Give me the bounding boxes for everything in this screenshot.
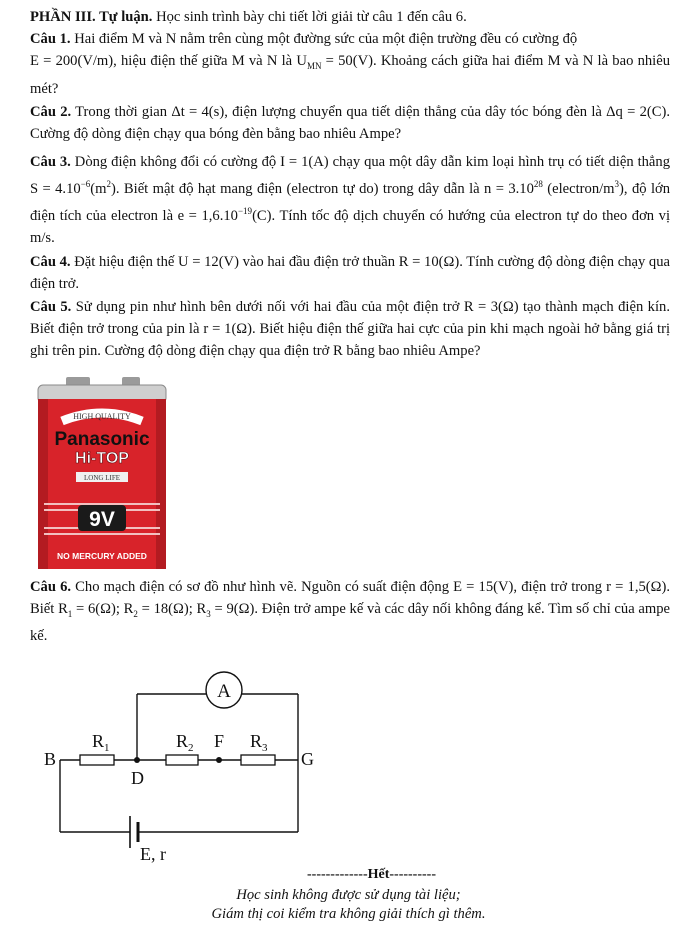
question-5-math-2: r = 1(Ω) [203,321,253,338]
question-3-text-1: Dòng điện không đổi có cường độ [70,154,281,171]
source-label: E, r [140,844,166,864]
resistor-r3 [241,755,275,765]
question-5-text-2: tạo thành mạch điện kín. Biết điện trở trong của pin là [30,299,670,338]
node-b-label: B [44,749,57,769]
battery-sub-text: LONG LIFE [84,474,120,482]
resistor-r2 [166,755,198,765]
question-4-text-3: . Tính cường độ dòng điện chạy qua điện trở. [30,253,670,292]
node-d-label: D [131,768,144,788]
question-2-text-3: . Cường độ dòng điện chạy qua bóng đèn bằng bao nhiêu Ampe? [30,103,670,142]
question-3-label: Câu 3. [30,154,71,171]
battery-body [38,399,166,569]
question-4-label: Câu 4. [30,253,71,270]
question-3-text-5: ), độ lớn điện tích của electron là [30,181,671,225]
question-4-text-2: vào hai đầu điện trở thuần [238,253,399,270]
node-g-label: G [301,749,314,769]
question-4-math-2: R = 10(Ω) [398,253,460,270]
question-6-text-1: Cho mạch điện có sơ đồ như hình vẽ. Nguồn có suất điện động [71,578,454,595]
battery-shade-right [156,399,166,569]
resistor-r1 [80,755,114,765]
question-3-math-4: $e = 1,6.10^{-19}(C)$ [177,206,272,225]
battery-stripe-4 [44,533,160,535]
question-2-text-1: Trong thời gian [71,103,172,120]
question-2 [30,101,670,145]
question-3 [30,151,670,250]
question-3-text-4-sup: 3 [614,179,620,190]
question-1 [30,28,670,100]
question-5 [30,296,670,363]
question-1-text-3: . Khoảng cách giữa hai điểm M và N là bao nhiêu mét? [30,53,671,97]
r2-label: $R_2$ [176,731,194,754]
r3-label: $R_3$ [250,731,268,754]
question-3-text-4: (electron/m [542,181,615,198]
question-5-text-1: Sử dụng pin như hình bên dưới nối với hai đầu của một điện trở [71,299,464,316]
footer [0,864,697,924]
r1-label: $R_1$ [92,731,110,754]
node-f-dot [216,757,222,763]
footer-note-2: Giám thị coi kiểm tra không giải thích gì thêm. [211,906,486,923]
question-5-text-3: . Biết hiệu điện thế giữa hai cực của pin khi mạch ngoài hở bằng giá trị ghi trên pin. Cường độ dòng điện chạy qua điện trở R bằng bao nhiêu Ampe? [30,321,670,360]
question-2-text-2: , điện lượng chuyển qua tiết diện thẳng của dây tóc bóng đèn là [224,103,607,120]
question-1-math-2: $U_{MN} = 50(V)$ [296,53,373,72]
question-3-math-3: $n = 3.10^{28}$ [484,179,543,198]
question-1-text-2: , hiệu điện thế giữa M và N là [113,53,297,70]
battery-model: Hi-TOP [75,450,129,467]
section-heading: PHẦN III. Tự luận. [30,9,153,25]
question-5-math-1: R = 3(Ω) [463,299,519,316]
question-4-text-1: Đặt hiệu điện thế [70,253,179,270]
question-5-label: Câu 5. [30,299,72,316]
question-6 [30,576,670,648]
question-3-text-3: . Biết mật độ hạt mang điện (electron tự do) trong dây dẫn là [115,181,484,198]
question-1-label: Câu 1. [30,31,71,48]
question-3-math-1: I = 1(A) [280,154,329,171]
battery-top-text: HIGH QUALITY [73,412,131,421]
question-6-math-2: r = 1,5(Ω) [606,578,667,595]
question-4 [30,251,670,295]
node-d-dot [134,757,140,763]
battery-bottom-text: NO MERCURY ADDED [57,551,147,561]
question-4-math-1: U = 12(V) [178,253,239,270]
end-mark: -------------Hết---------- [307,867,436,882]
question-6-math-3: $R_1 = 6(\Omega)$; $R_2 = 18(\Omega)$; $R_3 = 9(\Omega)$ [58,600,255,619]
question-3-math-2: $S = 4.10^{-6}(m^2)$ [30,179,116,198]
question-6-text-2: , điện trở trong [513,578,607,595]
section-header [30,6,670,28]
question-2-math-2: Δq = 2(C) [606,103,667,120]
node-f-label: F [214,731,225,751]
battery-voltage: 9V [89,508,115,531]
question-3-text-6: . Tính tốc độ dịch chuyển có hướng của electron tự do theo đơn vị m/s. [30,208,671,247]
circuit-diagram [36,664,336,869]
question-2-math-1: Δt = 4(s) [171,103,225,120]
question-6-text-3: . Biết [30,578,671,617]
battery-stripe-1 [44,503,160,505]
battery-illustration [36,375,168,575]
question-3-text-2: chạy qua một dây dẫn kim loại hình trụ có tiết diện thẳng [328,154,671,171]
footer-note-1: Học sinh không được sử dụng tài liệu; [236,887,461,904]
question-6-math-1: E = 15(V) [453,578,514,595]
ammeter-label: A [217,681,231,702]
question-6-text-4: . Điện trở ampe kế và các dây nối không đáng kể. Tìm số chỉ của ampe kế. [30,600,671,644]
battery-shade-left [38,399,48,569]
question-2-label: Câu 2. [30,103,72,120]
question-6-label: Câu 6. [30,578,72,595]
section-intro: Học sinh trình bày chi tiết lời giải từ câu 1 đến câu 6. [152,9,467,25]
question-1-text-1: Hai điểm M và N nằm trên cùng một đường sức của một điện trường đều có cường độ [70,31,578,48]
question-1-math-1: E = 200(V/m) [30,53,114,70]
battery-brand: Panasonic [54,429,150,450]
